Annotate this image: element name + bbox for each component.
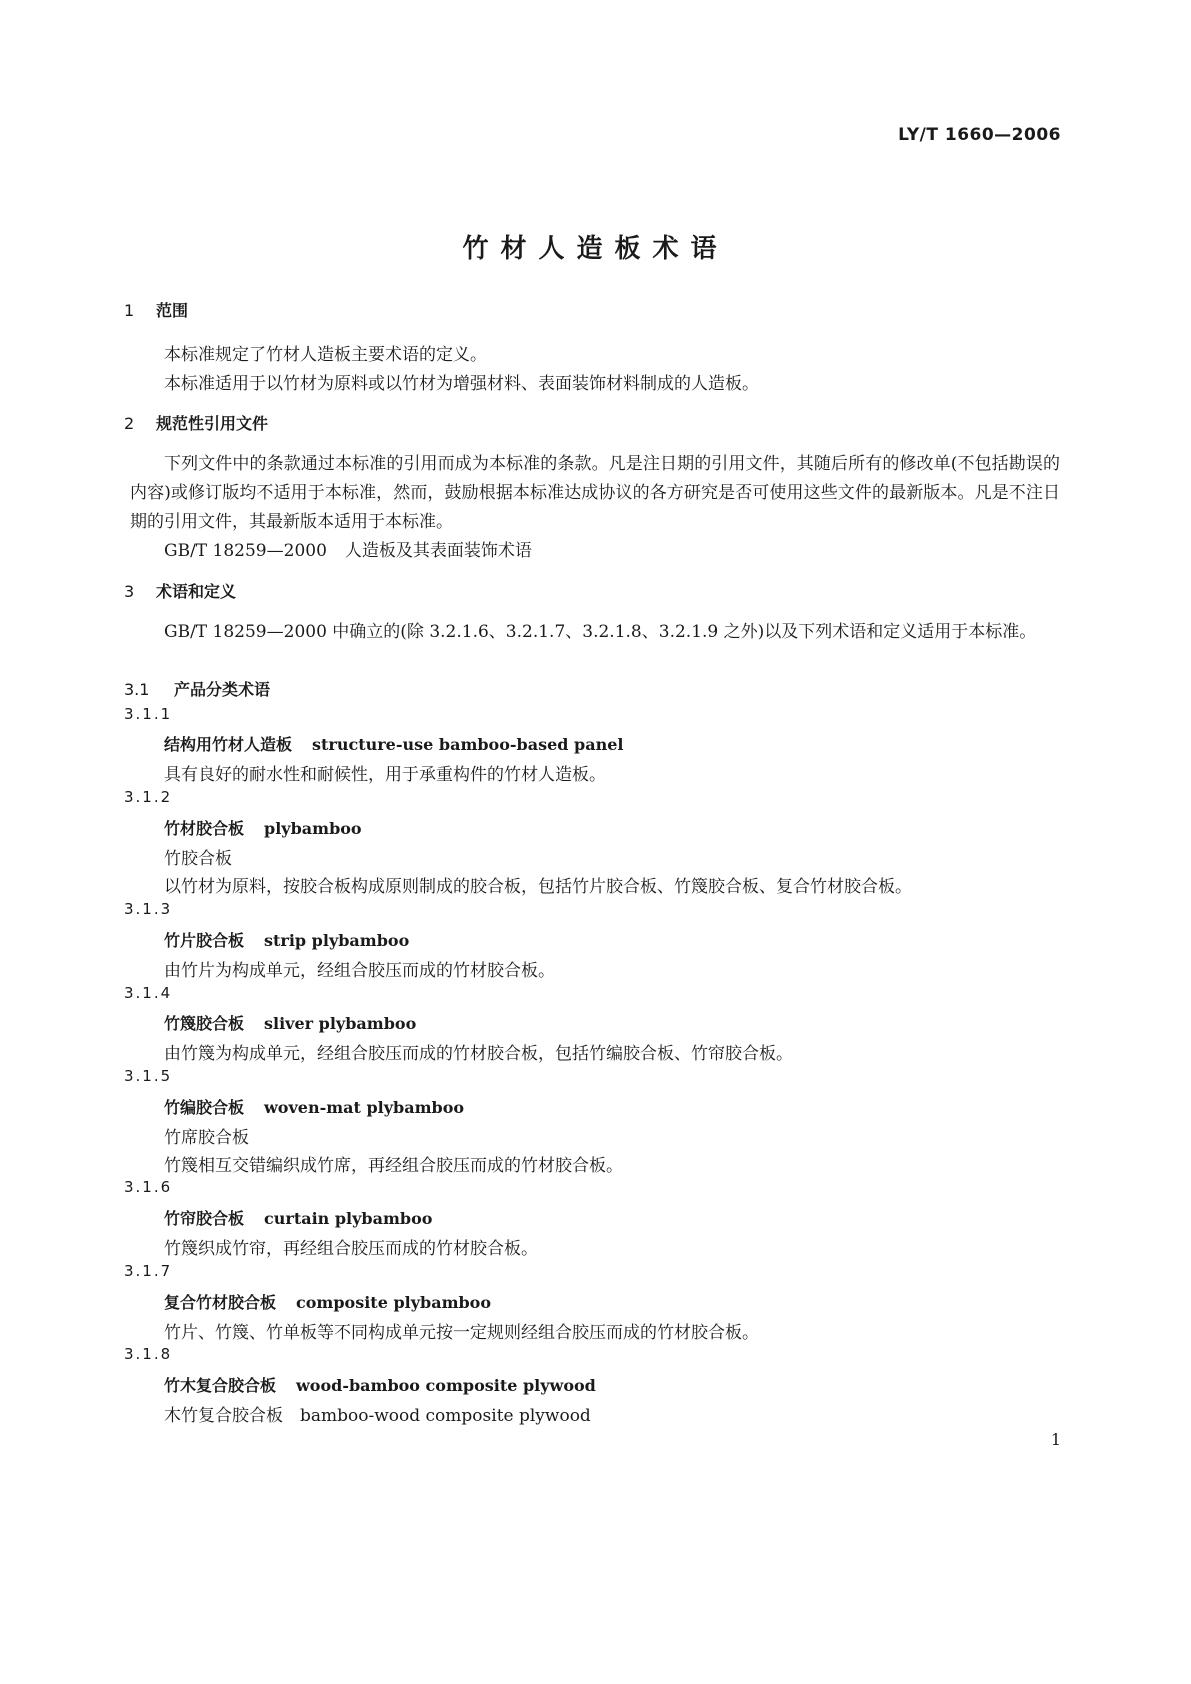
term-heading	[164, 1206, 432, 1229]
term-definition: 以竹材为原料，按胶合板构成原则制成的胶合板，包括竹片胶合板、竹篾胶合板、复合竹材胶合板。	[164, 877, 912, 897]
term-zh: 结构用竹材人造板	[164, 735, 293, 754]
normative-reference	[164, 536, 532, 561]
reference-title: 人造板及其表面装饰术语	[344, 541, 532, 561]
standard-code: LY/T 1660—2006	[898, 125, 1061, 145]
subsection-heading	[124, 677, 270, 700]
paragraph: 下列文件中的条款通过本标准的引用而成为本标准的条款。凡是注日期的引用文件，其随后所有的修改单(不包括勘误的内容)或修订版均不适用于本标准，然而，鼓励根据本标准达成协议的各方研究是否可使用这些文件的最新版本。凡是不注日期的引用文件，其最新版本适用于本标准。	[130, 454, 1060, 532]
term-en: plybamboo	[264, 819, 362, 838]
term-heading	[164, 928, 409, 951]
subsection-title: 产品分类术语	[174, 680, 271, 699]
term-en: sliver plybamboo	[264, 1014, 417, 1033]
term-zh: 竹篾胶合板	[164, 1014, 245, 1033]
term-synonym: 竹胶合板	[164, 849, 232, 869]
term-definition: 由竹篾为构成单元，经组合胶压而成的竹材胶合板，包括竹编胶合板、竹帘胶合板。	[164, 1044, 793, 1064]
section-number: 3	[124, 582, 135, 601]
document-title: 竹材人造板术语	[462, 234, 729, 264]
term-heading	[164, 732, 623, 755]
term-zh: 复合竹材胶合板	[164, 1293, 277, 1312]
clause-number: 3.1.6	[124, 1178, 173, 1196]
term-zh: 竹木复合胶合板	[164, 1376, 277, 1395]
term-heading	[164, 1011, 416, 1034]
term-heading	[164, 816, 362, 839]
term-heading	[164, 1373, 596, 1396]
term-definition: 竹篾相互交错编织成竹席，再经组合胶压而成的竹材胶合板。	[164, 1156, 623, 1176]
term-zh: 竹片胶合板	[164, 931, 245, 950]
clause-number: 3.1.3	[124, 900, 173, 918]
term-zh: 竹编胶合板	[164, 1098, 245, 1117]
section-2-heading	[124, 411, 268, 434]
paragraph: GB/T 18259—2000 中确立的(除 3.2.1.6、3.2.1.7、3.2.1.8、3.2.1.9 之外)以及下列术语和定义适用于本标准。	[164, 622, 1037, 642]
page-number: 1	[1050, 1430, 1061, 1449]
section-3-heading	[124, 579, 236, 602]
term-definition: 具有良好的耐水性和耐候性，用于承重构件的竹材人造板。	[164, 765, 606, 785]
term-en: curtain plybamboo	[264, 1209, 433, 1228]
section-number: 1	[124, 301, 135, 320]
term-en: composite plybamboo	[296, 1293, 492, 1312]
clause-number: 3.1.4	[124, 984, 173, 1002]
term-zh: 竹材胶合板	[164, 819, 245, 838]
clause-number: 3.1.8	[124, 1345, 173, 1363]
section-number: 2	[124, 414, 135, 433]
clause-number: 3.1.7	[124, 1262, 173, 1280]
term-en: strip plybamboo	[264, 931, 410, 950]
term-synonym: 竹席胶合板	[164, 1128, 249, 1148]
term-en: structure-use bamboo-based panel	[312, 735, 624, 754]
clause-number: 3.1.5	[124, 1067, 173, 1085]
section-1-heading	[124, 298, 188, 321]
term-en: wood-bamboo composite plywood	[296, 1376, 596, 1395]
paragraph: 本标准适用于以竹材为原料或以竹材为增强材料、表面装饰材料制成的人造板。	[164, 374, 759, 394]
clause-number: 3.1.1	[124, 705, 173, 723]
section-title: 术语和定义	[156, 582, 237, 601]
term-zh: 竹帘胶合板	[164, 1209, 245, 1228]
subsection-number: 3.1	[124, 680, 150, 699]
reference-code: GB/T 18259—2000	[164, 541, 327, 561]
term-en: woven-mat plybamboo	[264, 1098, 465, 1117]
term-heading	[164, 1290, 491, 1313]
section-title: 范围	[156, 301, 189, 320]
paragraph: 本标准规定了竹材人造板主要术语的定义。	[164, 345, 487, 365]
term-definition: 竹片、竹篾、竹单板等不同构成单元按一定规则经组合胶压而成的竹材胶合板。	[164, 1323, 759, 1343]
term-definition: 竹篾织成竹帘，再经组合胶压而成的竹材胶合板。	[164, 1239, 538, 1259]
section-title: 规范性引用文件	[156, 414, 269, 433]
term-definition: 由竹片为构成单元，经组合胶压而成的竹材胶合板。	[164, 961, 555, 981]
term-heading	[164, 1095, 464, 1118]
clause-number: 3.1.2	[124, 788, 173, 806]
term-synonym: 木竹复合胶合板 bamboo-wood composite plywood	[164, 1406, 591, 1426]
